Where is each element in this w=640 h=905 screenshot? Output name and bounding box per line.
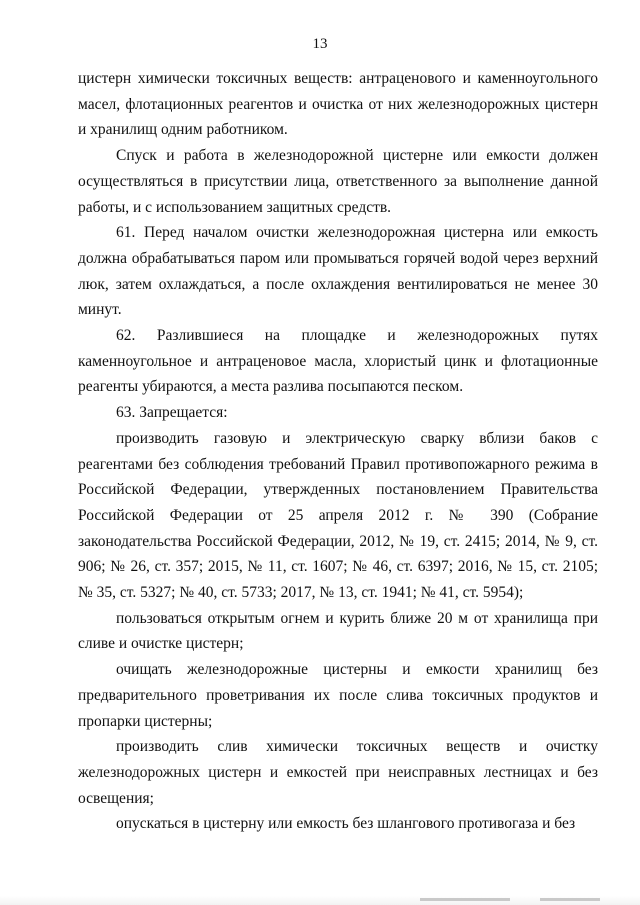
paragraph-descent-rule: Спуск и работа в железнодорожной цистерне или емкости должен осуществляться в присутствии лица, ответственного за выполнение данной работы, и с использованием защитных средств. bbox=[78, 147, 598, 216]
paragraph-prohibition-welding: производить газовую и электрическую сварку вблизи баков с реагентами без соблюдения требований Правил противопожарного режима в Российской Федерации, утвержденных постановлением Правительства Российской Федерации от 25 апреля 2012 г. № 390 (Собрание законодательства Российской Федерации, 2012, № 19, ст. 2415; 2014, № 9, ст. 906; № 26, ст. 357; 2015, № 11, ст. 1607; № 46, ст. 6397; 2016, № 15, ст. 2105; № 35, ст. 5327; № 40, ст. 5733; 2017, № 13, ст. 1941; № 41, ст. 5954); bbox=[78, 429, 598, 602]
paragraph-prohibition-fire: пользоваться открытым огнем и курить ближе 20 м от хранилища при сливе и очистке цистерн; bbox=[78, 609, 598, 653]
paragraph-prohibition-descent: опускаться в цистерну или емкость без шлангового противогаза и без bbox=[116, 815, 576, 833]
paragraph-item-63: 63. Запрещается: bbox=[116, 404, 228, 422]
paragraph-item-62: 62. Разлившиеся на площадке и железнодорожных путях каменноугольное и антраценовое масла, хлористый цинк и флотационные реагенты убираются, а места разлива посыпаются песком. bbox=[78, 327, 598, 396]
page-number: 13 bbox=[312, 36, 328, 52]
paragraph-item-61: 61. Перед началом очистки железнодорожная цистерна или емкость должна обрабатываться паром или промываться горячей водой через верхний люк, затем охлаждаться, а после охлаждения вентилироваться не менее 30 минут. bbox=[78, 224, 598, 319]
scan-edge-mark bbox=[420, 898, 510, 901]
paragraph-prohibition-draining: производить слив химически токсичных веществ и очистку железнодорожных цистерн и емкостей при неисправных лестницах и без освещения; bbox=[78, 738, 598, 807]
paragraph-prohibition-cleaning: очищать железнодорожные цистерны и емкости хранилищ без предварительного проветривания их после слива токсичных продуктов и пропарки цистерны; bbox=[78, 661, 598, 730]
document-body bbox=[78, 66, 598, 837]
paragraph-continuation: цистерн химически токсичных веществ: антраценового и каменноугольного масел, флотационных реагентов и очистка от них железнодорожных цистерн и хранилищ одним работником. bbox=[78, 70, 598, 139]
scan-edge-mark bbox=[540, 898, 600, 901]
